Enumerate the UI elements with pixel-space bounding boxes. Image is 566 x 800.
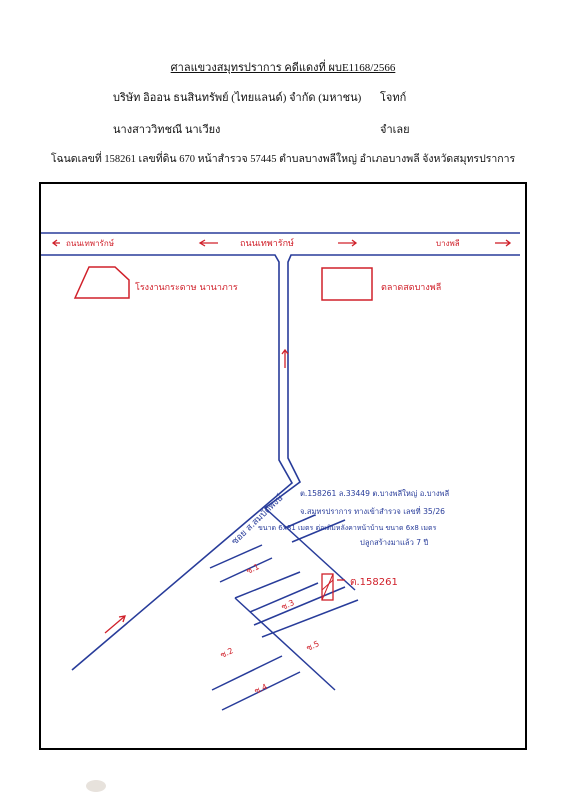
soi-1-label: ซ.1: [245, 562, 261, 576]
plaintiff-role: โจทก์: [380, 92, 407, 104]
note-line-2: จ.สมุทรปราการ ทางเข้าสำรวจ เลขที่ 35/26: [300, 507, 445, 516]
soi-3-label: ซ.3: [280, 598, 296, 612]
scan-smudge: [86, 780, 106, 792]
plaintiff-name: บริษัท อิออน ธนสินทรัพย์ (ไทยแลนด์) จำกัด (มหาชน): [113, 92, 362, 104]
soi-2-label: ซ.2: [219, 646, 235, 660]
market-label: ตลาดสดบางพลี: [381, 283, 442, 293]
title-deed-line: โฉนดเลขที่ 158261 เลขที่ดิน 670 หน้าสำรวจ 57445 ตำบลบางพลีใหญ่ อำเภอบางพลี จังหวัดสมุทรปราการ: [50, 154, 516, 165]
court-case-title: ศาลแขวงสมุทรปราการ คดีแดงที่ ผบE1168/2566: [170, 62, 396, 74]
defendant-role: จำเลย: [380, 124, 410, 136]
soi-4-label: ซ.4: [253, 682, 269, 696]
defendant-name: นางสาววิทชณี นาเวียง: [113, 124, 221, 136]
factory-label: โรงงานกระดาษ นานาภาร: [135, 283, 238, 293]
note-line-3: ขนาด 6x81 เมตร ต่อเติมหลังคาหน้าบ้าน ขนาด 6x8 เมตร: [258, 524, 437, 532]
soi-label: ซอย ส.สมบัติพงษ์: [230, 493, 286, 548]
parcel-label: ต.158261: [350, 577, 398, 588]
road-label-center: ถนนเทพารักษ์: [240, 239, 294, 249]
market-landmark-marker: [322, 268, 372, 300]
note-line-1: ต.158261 ล.33449 ต.บางพลีใหญ่ อ.บางพลี: [300, 489, 450, 498]
road-label-right: บางพลี: [436, 239, 460, 248]
road-label-left: ถนนเทพารักษ์: [66, 239, 114, 248]
factory-landmark-marker: [75, 267, 129, 298]
direction-arrows: [53, 240, 510, 633]
soi-5-label: ซ.5: [305, 639, 321, 653]
note-line-4: ปลูกสร้างมาแล้ว 7 ปี: [360, 538, 429, 547]
